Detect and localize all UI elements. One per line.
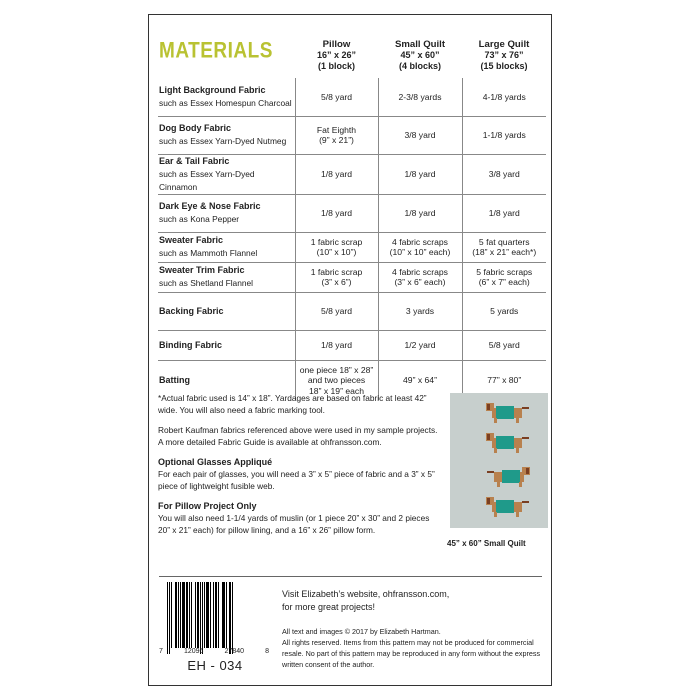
quilt-caption: 45” x 60” Small Quilt [447, 539, 526, 548]
table-row [158, 154, 546, 194]
table-row [158, 292, 546, 330]
barcode-bars [167, 582, 271, 652]
fabric-name-cell [158, 116, 295, 154]
barcode-digit-group: 7 [159, 648, 163, 655]
quantity-cell: 2-3/8 yards [378, 78, 462, 116]
dog-appliqué [486, 401, 530, 430]
barcode-bar [233, 582, 234, 648]
rights-text: All rights reserved. Items from this pattern may not be produced for commercial resale. No part of this pattern may be reproduced in any form without the express written consent of the author. [282, 638, 541, 669]
fabric-name-cell [158, 262, 295, 292]
quantity-cell: 1 fabric scrap (10” x 10”) [295, 232, 378, 262]
quantity-cell: 1/8 yard [295, 330, 378, 360]
fabric-suggestion: such as Mammoth Flannel [159, 248, 258, 258]
quantity-cell: 3/8 yard [462, 154, 546, 194]
website-note: Visit Elizabeth’s website, ohfransson.com, for more great projects! [282, 589, 450, 612]
fabric-name-cell [158, 194, 295, 232]
fabric-name: Sweater Fabric [159, 235, 224, 245]
fabric-suggestion: such as Kona Pepper [159, 214, 240, 224]
fabric-suggestion: such as Essex Yarn-Dyed Nutmeg [159, 136, 287, 146]
barcode-digit-group: 12096 [183, 648, 204, 655]
column-header-large-quilt [462, 39, 546, 78]
fabric-suggestion: such as Shetland Flannel [159, 278, 254, 288]
quantity-cell: 1/8 yard [378, 194, 462, 232]
column-name: Pillow [322, 39, 351, 50]
legal-text [282, 626, 544, 670]
notes-section [158, 392, 443, 544]
fabric-name: Batting [159, 374, 190, 385]
barcode-digit-group: 27840 [224, 648, 244, 655]
dog-appliqué [486, 495, 530, 524]
pattern-sku: EH - 034 [187, 658, 243, 673]
column-name: Small Quilt [394, 39, 446, 50]
quilt-image [450, 393, 548, 528]
note-fabrics: Robert Kaufman fabrics referenced above were used in my sample projects. A more detailed Fabric Guide is available at ohfransson.com. [158, 425, 438, 447]
column-size: 45” x 60” [400, 50, 440, 60]
pillow-heading: For Pillow Project Only [158, 501, 257, 511]
column-header-pillow [295, 39, 378, 78]
barcode-digits [159, 648, 269, 655]
quantity-cell: 5/8 yard [462, 330, 546, 360]
footer-divider [159, 576, 542, 577]
quantity-cell: 1/8 yard [295, 194, 378, 232]
fabric-name: Dog Body Fabric [159, 123, 232, 133]
quantity-cell: 3/8 yard [378, 116, 462, 154]
column-size: 16” x 26” [316, 50, 357, 60]
copyright-line: All text and images © 2017 by Elizabeth Hartman. [282, 627, 441, 636]
barcode [159, 582, 271, 678]
quantity-cell: 5/8 yard [295, 292, 378, 330]
table-row [158, 78, 546, 116]
glasses-text: For each pair of glasses, you will need a 3” x 5” piece of fabric and a 3” x 5” piece of lightweight fusible web. [158, 469, 435, 491]
dog-appliqué [486, 431, 530, 460]
fabric-name: Binding Fabric [159, 339, 222, 350]
table-row [158, 262, 546, 292]
column-blocks: (4 blocks) [398, 61, 441, 71]
quantity-cell: 1/8 yard [295, 154, 378, 194]
fabric-name: Dark Eye & Nose Fabric [159, 201, 261, 211]
quantity-cell: 1 fabric scrap (3” x 6”) [295, 262, 378, 292]
quantity-cell: 49” x 64” [378, 360, 462, 400]
fabric-name: Light Background Fabric [159, 84, 266, 95]
quantity-cell: 77” x 80” [462, 360, 546, 400]
quantity-cell: 3 yards [378, 292, 462, 330]
fabric-name: Ear & Tail Fabric [159, 155, 230, 166]
quantity-cell: 5 fabric scraps (6” x 7” each) [462, 262, 546, 292]
column-size: 73” x 76” [484, 50, 524, 60]
quantity-cell: 4 fabric scraps (3” x 6” each) [378, 262, 462, 292]
glasses-heading: Optional Glasses Appliqué [158, 457, 273, 467]
materials-table [158, 39, 546, 400]
quantity-cell: 5 fat quarters (18” x 21” each*) [462, 232, 546, 262]
column-name: Large Quilt [478, 39, 530, 50]
table-row [158, 232, 546, 262]
column-header-small-quilt [378, 39, 462, 78]
materials-table-body [158, 78, 546, 400]
table-row [158, 116, 546, 154]
fabric-name: Backing Fabric [159, 305, 224, 316]
fabric-suggestion: such as Essex Yarn-Dyed Cinnamon [159, 168, 255, 192]
quantity-cell: 1/2 yard [378, 330, 462, 360]
note-yardage: *Actual fabric used is 14” x 18”. Yardages are based on fabric at least 42” wide. You will also need a fabric marking tool. [158, 393, 427, 415]
quantity-cell: 1/8 yard [462, 194, 546, 232]
fabric-name-cell [158, 78, 295, 116]
table-row [158, 194, 546, 232]
column-blocks: (1 block) [317, 61, 355, 71]
quantity-cell: one piece 18” x 28” and two pieces 18” x 19” each [295, 360, 378, 400]
fabric-name-cell [158, 292, 295, 330]
quantity-cell: 5 yards [462, 292, 546, 330]
fabric-name: Sweater Trim Fabric [159, 265, 245, 275]
quantity-cell: 4-1/8 yards [462, 78, 546, 116]
column-blocks: (15 blocks) [480, 61, 528, 71]
quantity-cell: 1/8 yard [378, 154, 462, 194]
page-title: MATERIALS [159, 39, 273, 64]
fabric-name-cell [158, 232, 295, 262]
dog-appliqué [486, 465, 530, 494]
fabric-suggestion: such as Essex Homespun Charcoal [159, 97, 292, 108]
quantity-cell: 4 fabric scraps (10” x 10” each) [378, 232, 462, 262]
table-row [158, 330, 546, 360]
quantity-cell: 1-1/8 yards [462, 116, 546, 154]
quantity-cell: 5/8 yard [295, 78, 378, 116]
pillow-text: You will also need 1-1/4 yards of muslin (or 1 piece 20” x 30” and 2 pieces 20” x 21” each) for pillow lining, and a 16” x 26” pillow form. [158, 513, 430, 535]
pattern-back-card [148, 14, 552, 686]
fabric-name-cell [158, 330, 295, 360]
fabric-name-cell [158, 154, 295, 194]
quantity-cell: Fat Eighth (9” x 21”) [295, 116, 378, 154]
barcode-digit-group: 8 [265, 648, 269, 655]
